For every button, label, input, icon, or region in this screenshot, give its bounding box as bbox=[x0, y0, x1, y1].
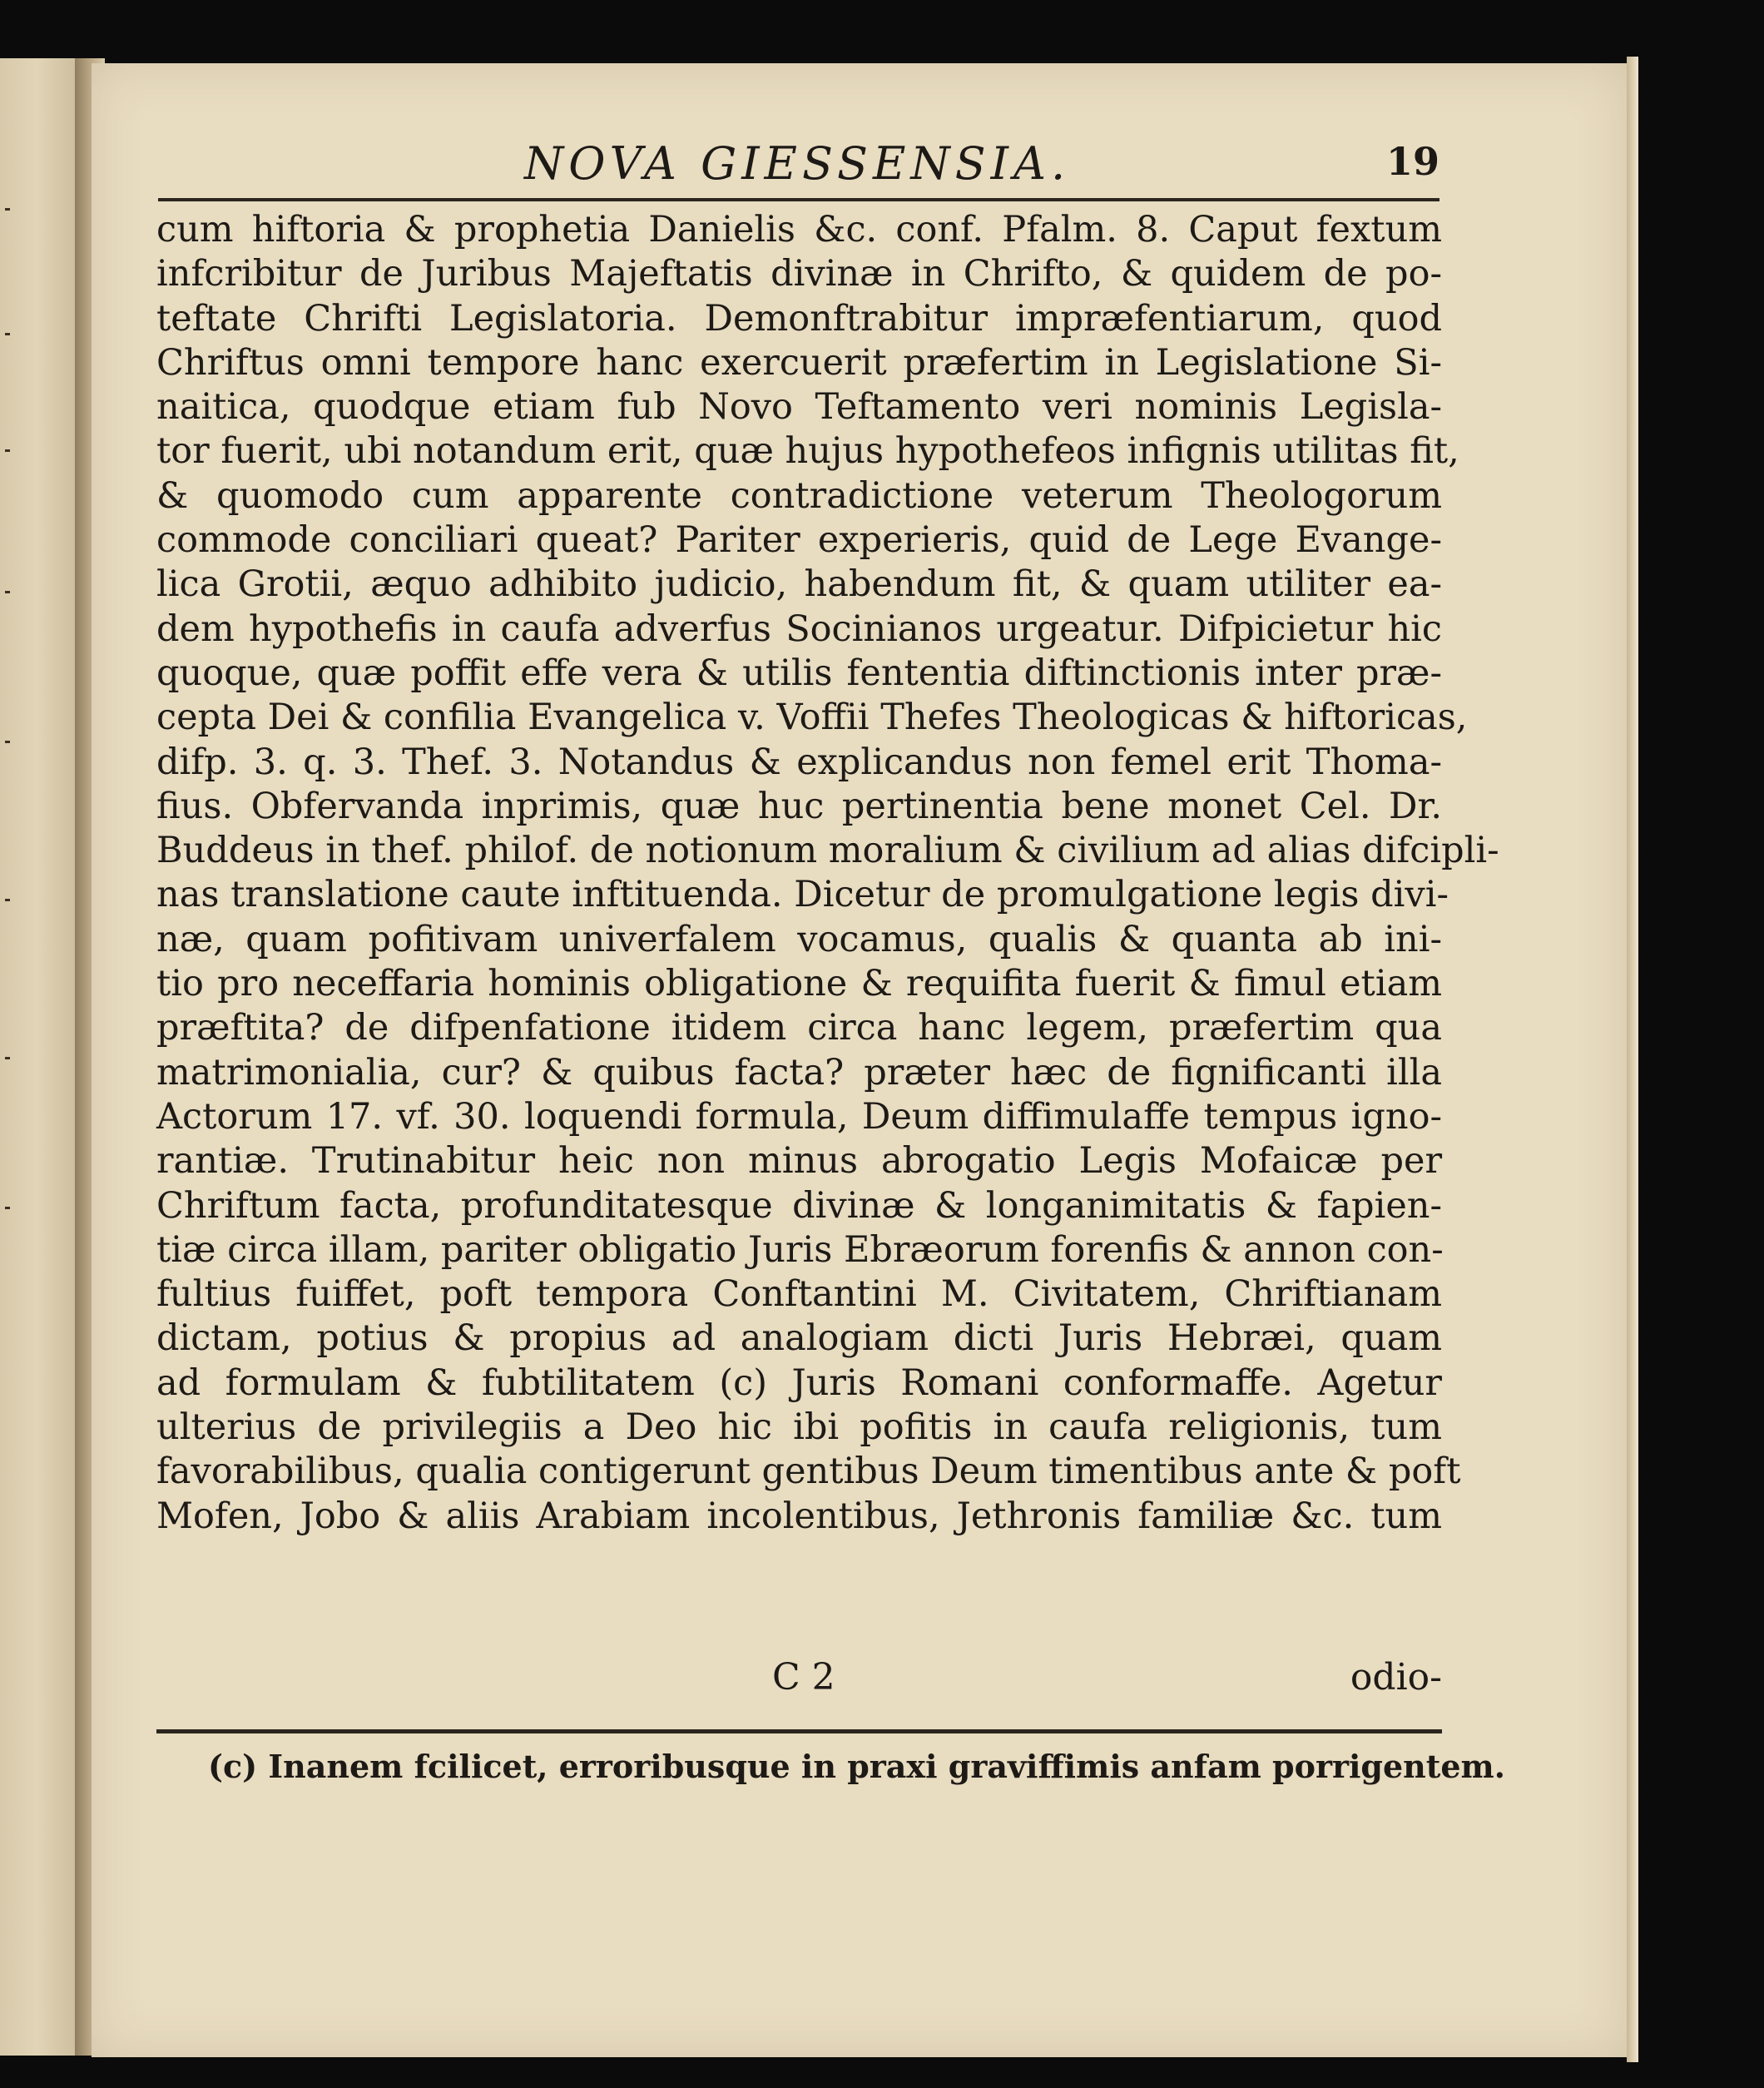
text-line: rantiæ. Trutinabitur heic non minus abrogatio Legis Mofaicæ per bbox=[156, 1140, 1442, 1183]
text-line: difp. 3. q. 3. Thef. 3. Notandus & explicandus non femel erit Thoma- bbox=[156, 741, 1442, 783]
margin-mark bbox=[5, 333, 10, 335]
text-line: cum hiftoria & prophetia Danielis &c. conf. Pfalm. 8. Caput fextum bbox=[156, 209, 1442, 250]
text-line: matrimonialia, cur? & quibus facta? præter hæc de fignificanti illa bbox=[156, 1051, 1442, 1094]
facing-page-edge bbox=[0, 58, 82, 2056]
text-line: næ, quam pofitivam univerfalem vocamus, qualis & quanta ab ini- bbox=[156, 918, 1442, 960]
text-line: quoque, quæ poffit effe vera & utilis fententia diftinctionis inter præ- bbox=[156, 652, 1442, 694]
header-rule bbox=[158, 198, 1439, 201]
text-line: Actorum 17. vf. 30. loquendi formula, Deum diffimulaffe tempus igno- bbox=[156, 1095, 1442, 1138]
running-head bbox=[141, 137, 1439, 196]
text-line: favorabilibus, qualia contigerunt gentibus Deum timentibus ante & poft bbox=[156, 1451, 1461, 1493]
text-line: ulterius de privilegiis a Deo hic ibi pofitis in caufa religionis, tum bbox=[156, 1406, 1442, 1449]
text-line: tiæ circa illam, pariter obligatio Juris Ebræorum forenfis & annon con- bbox=[156, 1228, 1444, 1271]
text-line: lica Grotii, æquo adhibito judicio, habendum fit, & quam utiliter ea- bbox=[156, 563, 1442, 606]
text-line: & quomodo cum apparente contradictione veterum Theologorum bbox=[156, 474, 1442, 517]
footnote-rule bbox=[156, 1729, 1442, 1733]
text-line: dictam, potius & propius ad analogiam dicti Juris Hebræi, quam bbox=[156, 1317, 1442, 1360]
text-line: fultius fuiffet, poft tempora Conftantini M. Civitatem, Chriftianam bbox=[156, 1273, 1442, 1316]
text-line: cepta Dei & confilia Evangelica v. Voffii Thefes Theologicas & hiftoricas, bbox=[156, 697, 1468, 739]
margin-mark bbox=[5, 899, 10, 901]
margin-mark bbox=[5, 1057, 10, 1059]
running-title: NOVA GIESSENSIA. bbox=[524, 137, 1071, 190]
margin-mark bbox=[5, 1207, 10, 1209]
margin-mark bbox=[5, 449, 10, 452]
footnote: (c) Inanem fcilicet, erroribusque in praxi graviffimis anfam porrigentem. bbox=[208, 1748, 1505, 1785]
text-line: præftita? de difpenfatione itidem circa hanc legem, præfertim qua bbox=[156, 1007, 1442, 1049]
catch-line bbox=[156, 1656, 1442, 1706]
page-number: 19 bbox=[1385, 139, 1439, 184]
body-text bbox=[156, 208, 1499, 1539]
text-line: tor fuerit, ubi notandum erit, quæ hujus hypothefeos infignis utilitas fit, bbox=[156, 430, 1459, 473]
text-line: Chriftus omni tempore hanc exercuerit præfertim in Legislatione Si- bbox=[156, 341, 1442, 384]
signature-mark: C 2 bbox=[772, 1656, 835, 1699]
text-line: fius. Obfervanda inprimis, quæ huc pertinentia bene monet Cel. Dr. bbox=[156, 785, 1442, 827]
text-line: Buddeus in thef. philof. de notionum moralium & civilium ad alias difcipli- bbox=[156, 830, 1499, 872]
catchword: odio- bbox=[1350, 1656, 1442, 1699]
margin-mark bbox=[5, 591, 10, 593]
text-line: Chriftum facta, profunditatesque divinæ & longanimitatis & fapien- bbox=[156, 1184, 1442, 1227]
margin-mark bbox=[5, 208, 10, 211]
text-line: naitica, quodque etiam fub Novo Teftamento veri nominis Legisla- bbox=[156, 386, 1442, 429]
page-fore-edge bbox=[1627, 57, 1638, 2062]
text-line: Mofen, Jobo & aliis Arabiam incolentibus, Jethronis familiæ &c. tum bbox=[156, 1495, 1442, 1537]
text-line: teftate Chrifti Legislatoria. Demonftrabitur impræfentiarum, quod bbox=[156, 297, 1442, 340]
text-line: commode conciliari queat? Pariter experieris, quid de Lege Evange- bbox=[156, 519, 1442, 562]
text-line: tio pro neceffaria hominis obligatione & requifita fuerit & fimul etiam bbox=[156, 963, 1442, 1005]
text-line: ad formulam & fubtilitatem (c) Juris Romani conformaffe. Agetur bbox=[156, 1361, 1442, 1404]
text-line: infcribitur de Juribus Majeftatis divinæ in Chrifto, & quidem de po- bbox=[156, 253, 1442, 295]
margin-mark bbox=[5, 741, 10, 743]
text-line: nas translatione caute inftituenda. Dicetur de promulgatione legis divi- bbox=[156, 874, 1449, 916]
text-line: dem hypothefis in caufa adverfus Socinianos urgeatur. Difpicietur hic bbox=[156, 608, 1442, 650]
